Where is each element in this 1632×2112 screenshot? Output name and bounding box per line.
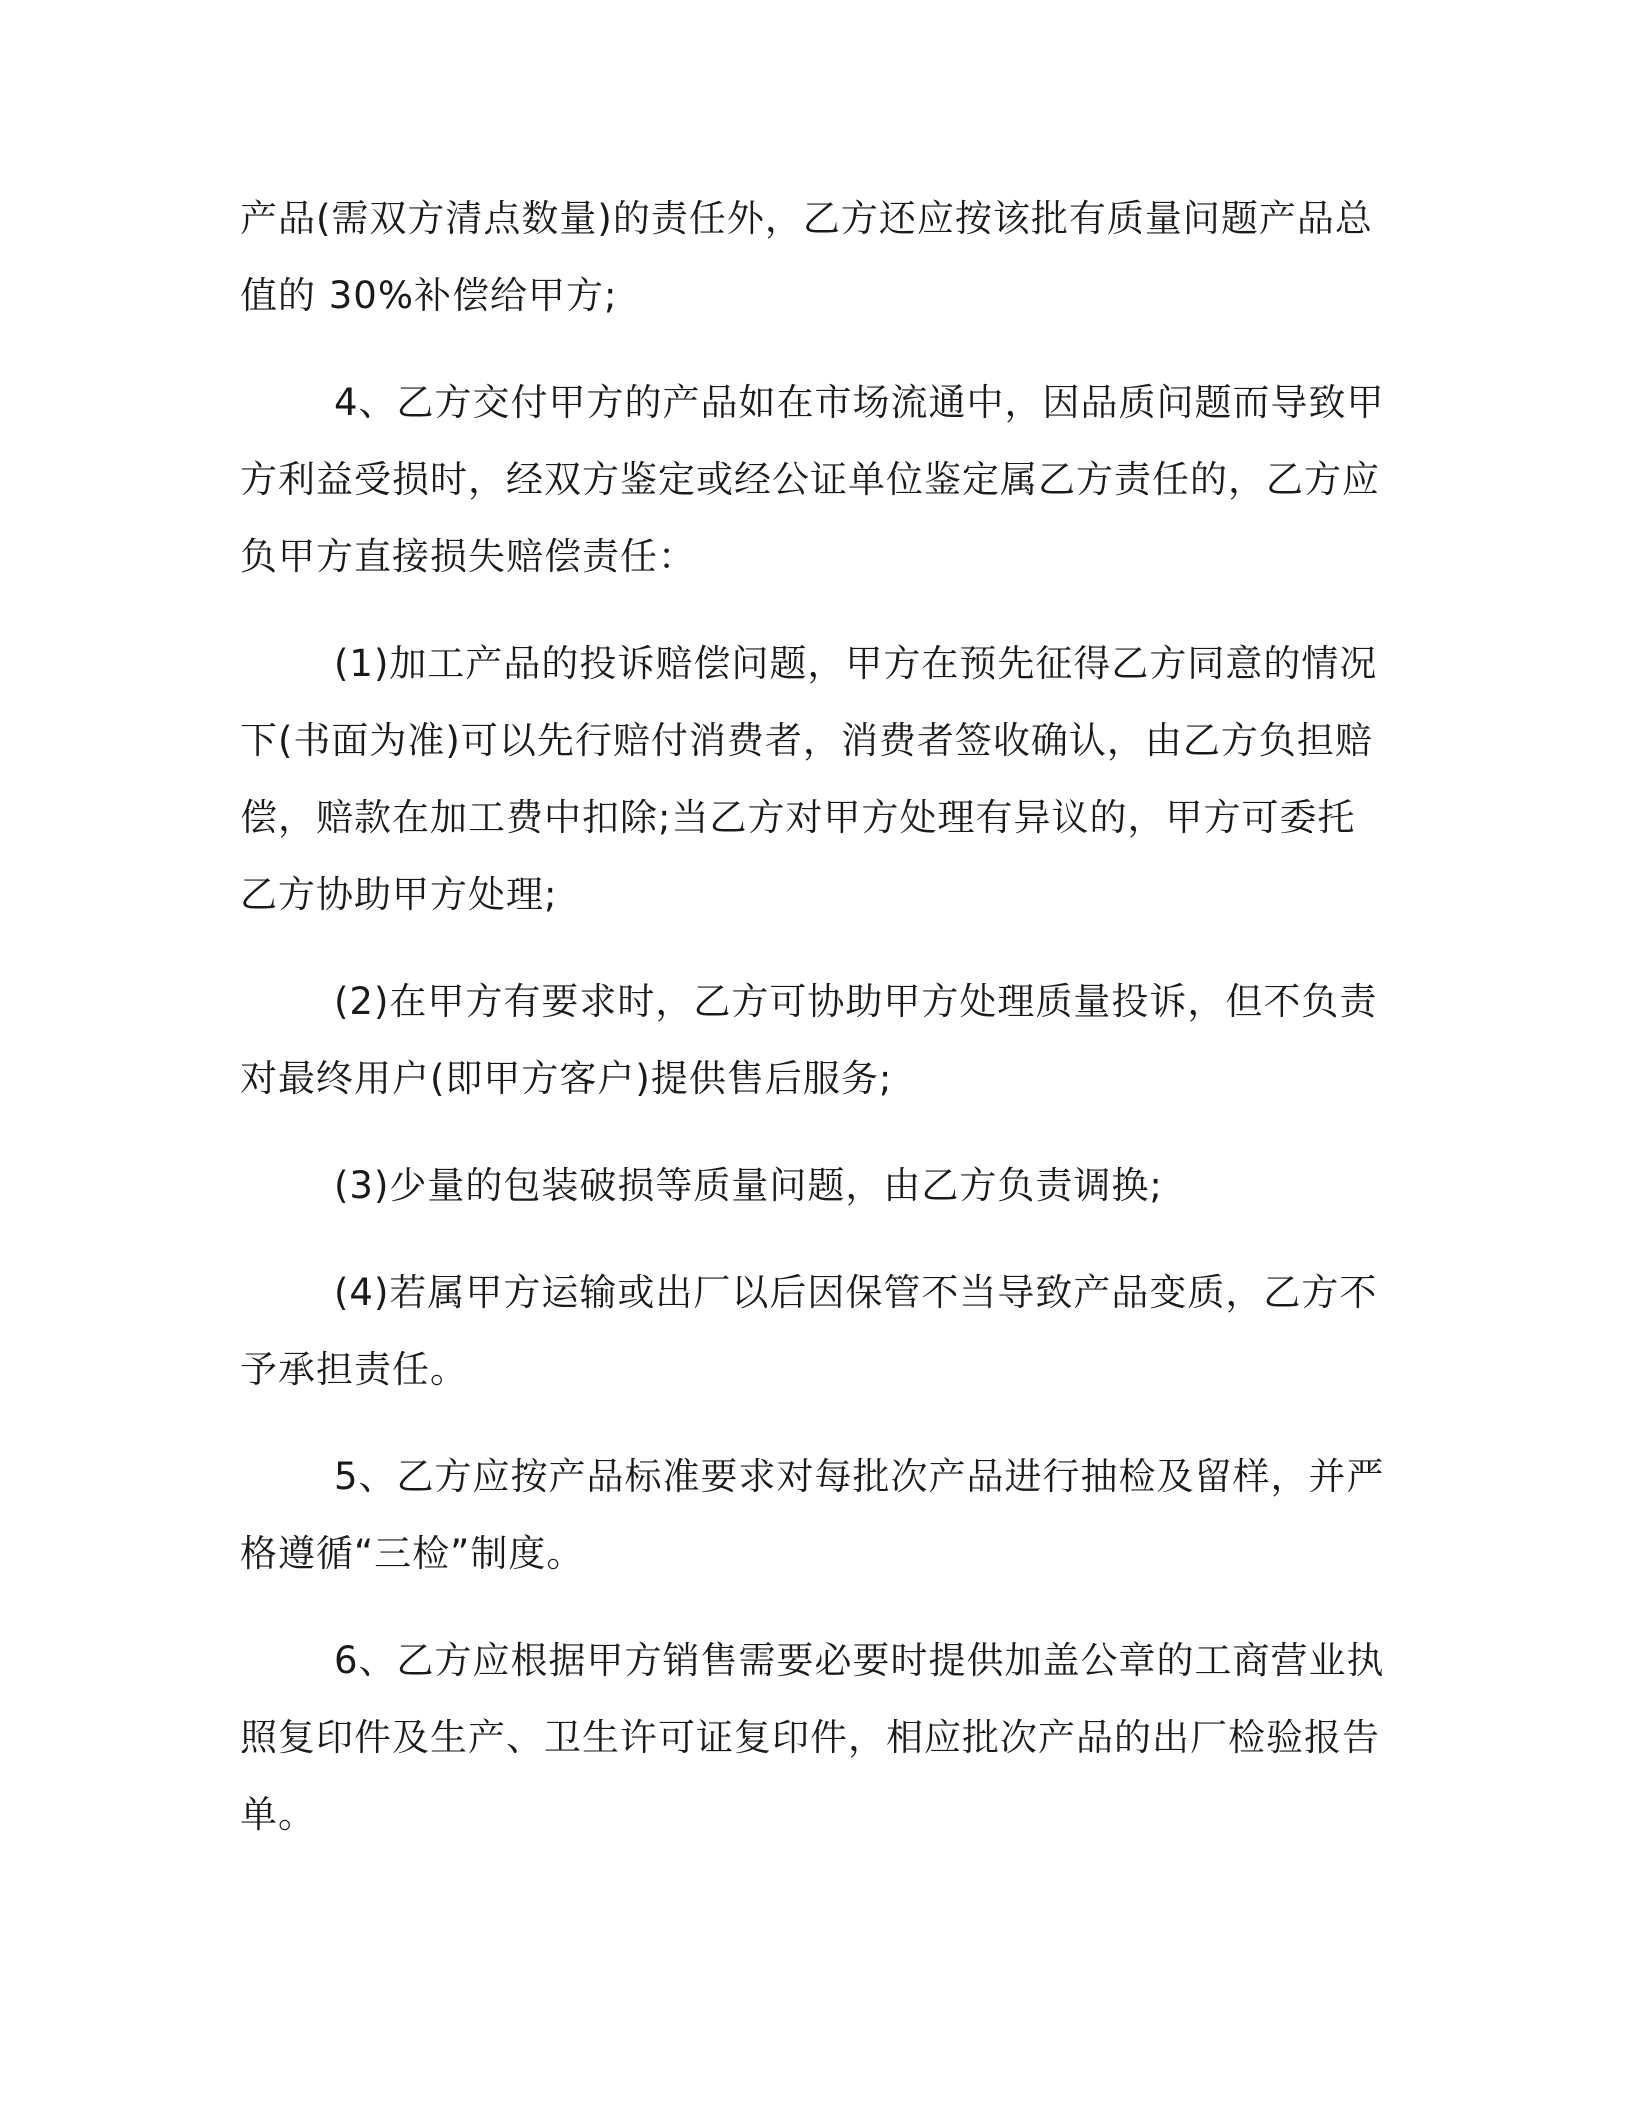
- document-body: [240, 180, 1390, 1883]
- paragraph-item-2: (2)在甲方有要求时，乙方可协助甲方处理质量投诉，但不负责对最终用户(即甲方客户)提供售后服务;: [240, 980, 1378, 1100]
- paragraph-clause-6: 6、乙方应根据甲方销售需要必要时提供加盖公章的工商营业执照复印件及生产、卫生许可证复印件，相应批次产品的出厂检验报告单。: [240, 1639, 1385, 1836]
- paragraph-item-3: (3)少量的包装破损等质量问题，由乙方负责调换;: [334, 1164, 1163, 1207]
- paragraph-item-4: (4)若属甲方运输或出厂以后因保管不当导致产品变质，乙方不予承担责任。: [240, 1271, 1378, 1391]
- paragraph-item-1: (1)加工产品的投诉赔偿问题，甲方在预先征得乙方同意的情况下(书面为准)可以先行赔付消费者，消费者签收确认，由乙方负担赔偿，赔款在加工费中扣除;当乙方对甲方处理有异议的，甲方可委托乙方协助甲方处理;: [240, 642, 1378, 916]
- paragraph-clause-5: 5、乙方应按产品标准要求对每批次产品进行抽检及留样，并严格遵循“三检”制度。: [240, 1455, 1385, 1575]
- paragraph-continuation: 产品(需双方清点数量)的责任外，乙方还应按该批有质量问题产品总值的 30%补偿给甲方;: [240, 197, 1373, 317]
- paragraph-clause-4: 4、乙方交付甲方的产品如在市场流通中，因品质问题而导致甲方利益受损时，经双方鉴定或经公证单位鉴定属乙方责任的，乙方应负甲方直接损失赔偿责任：: [240, 381, 1385, 578]
